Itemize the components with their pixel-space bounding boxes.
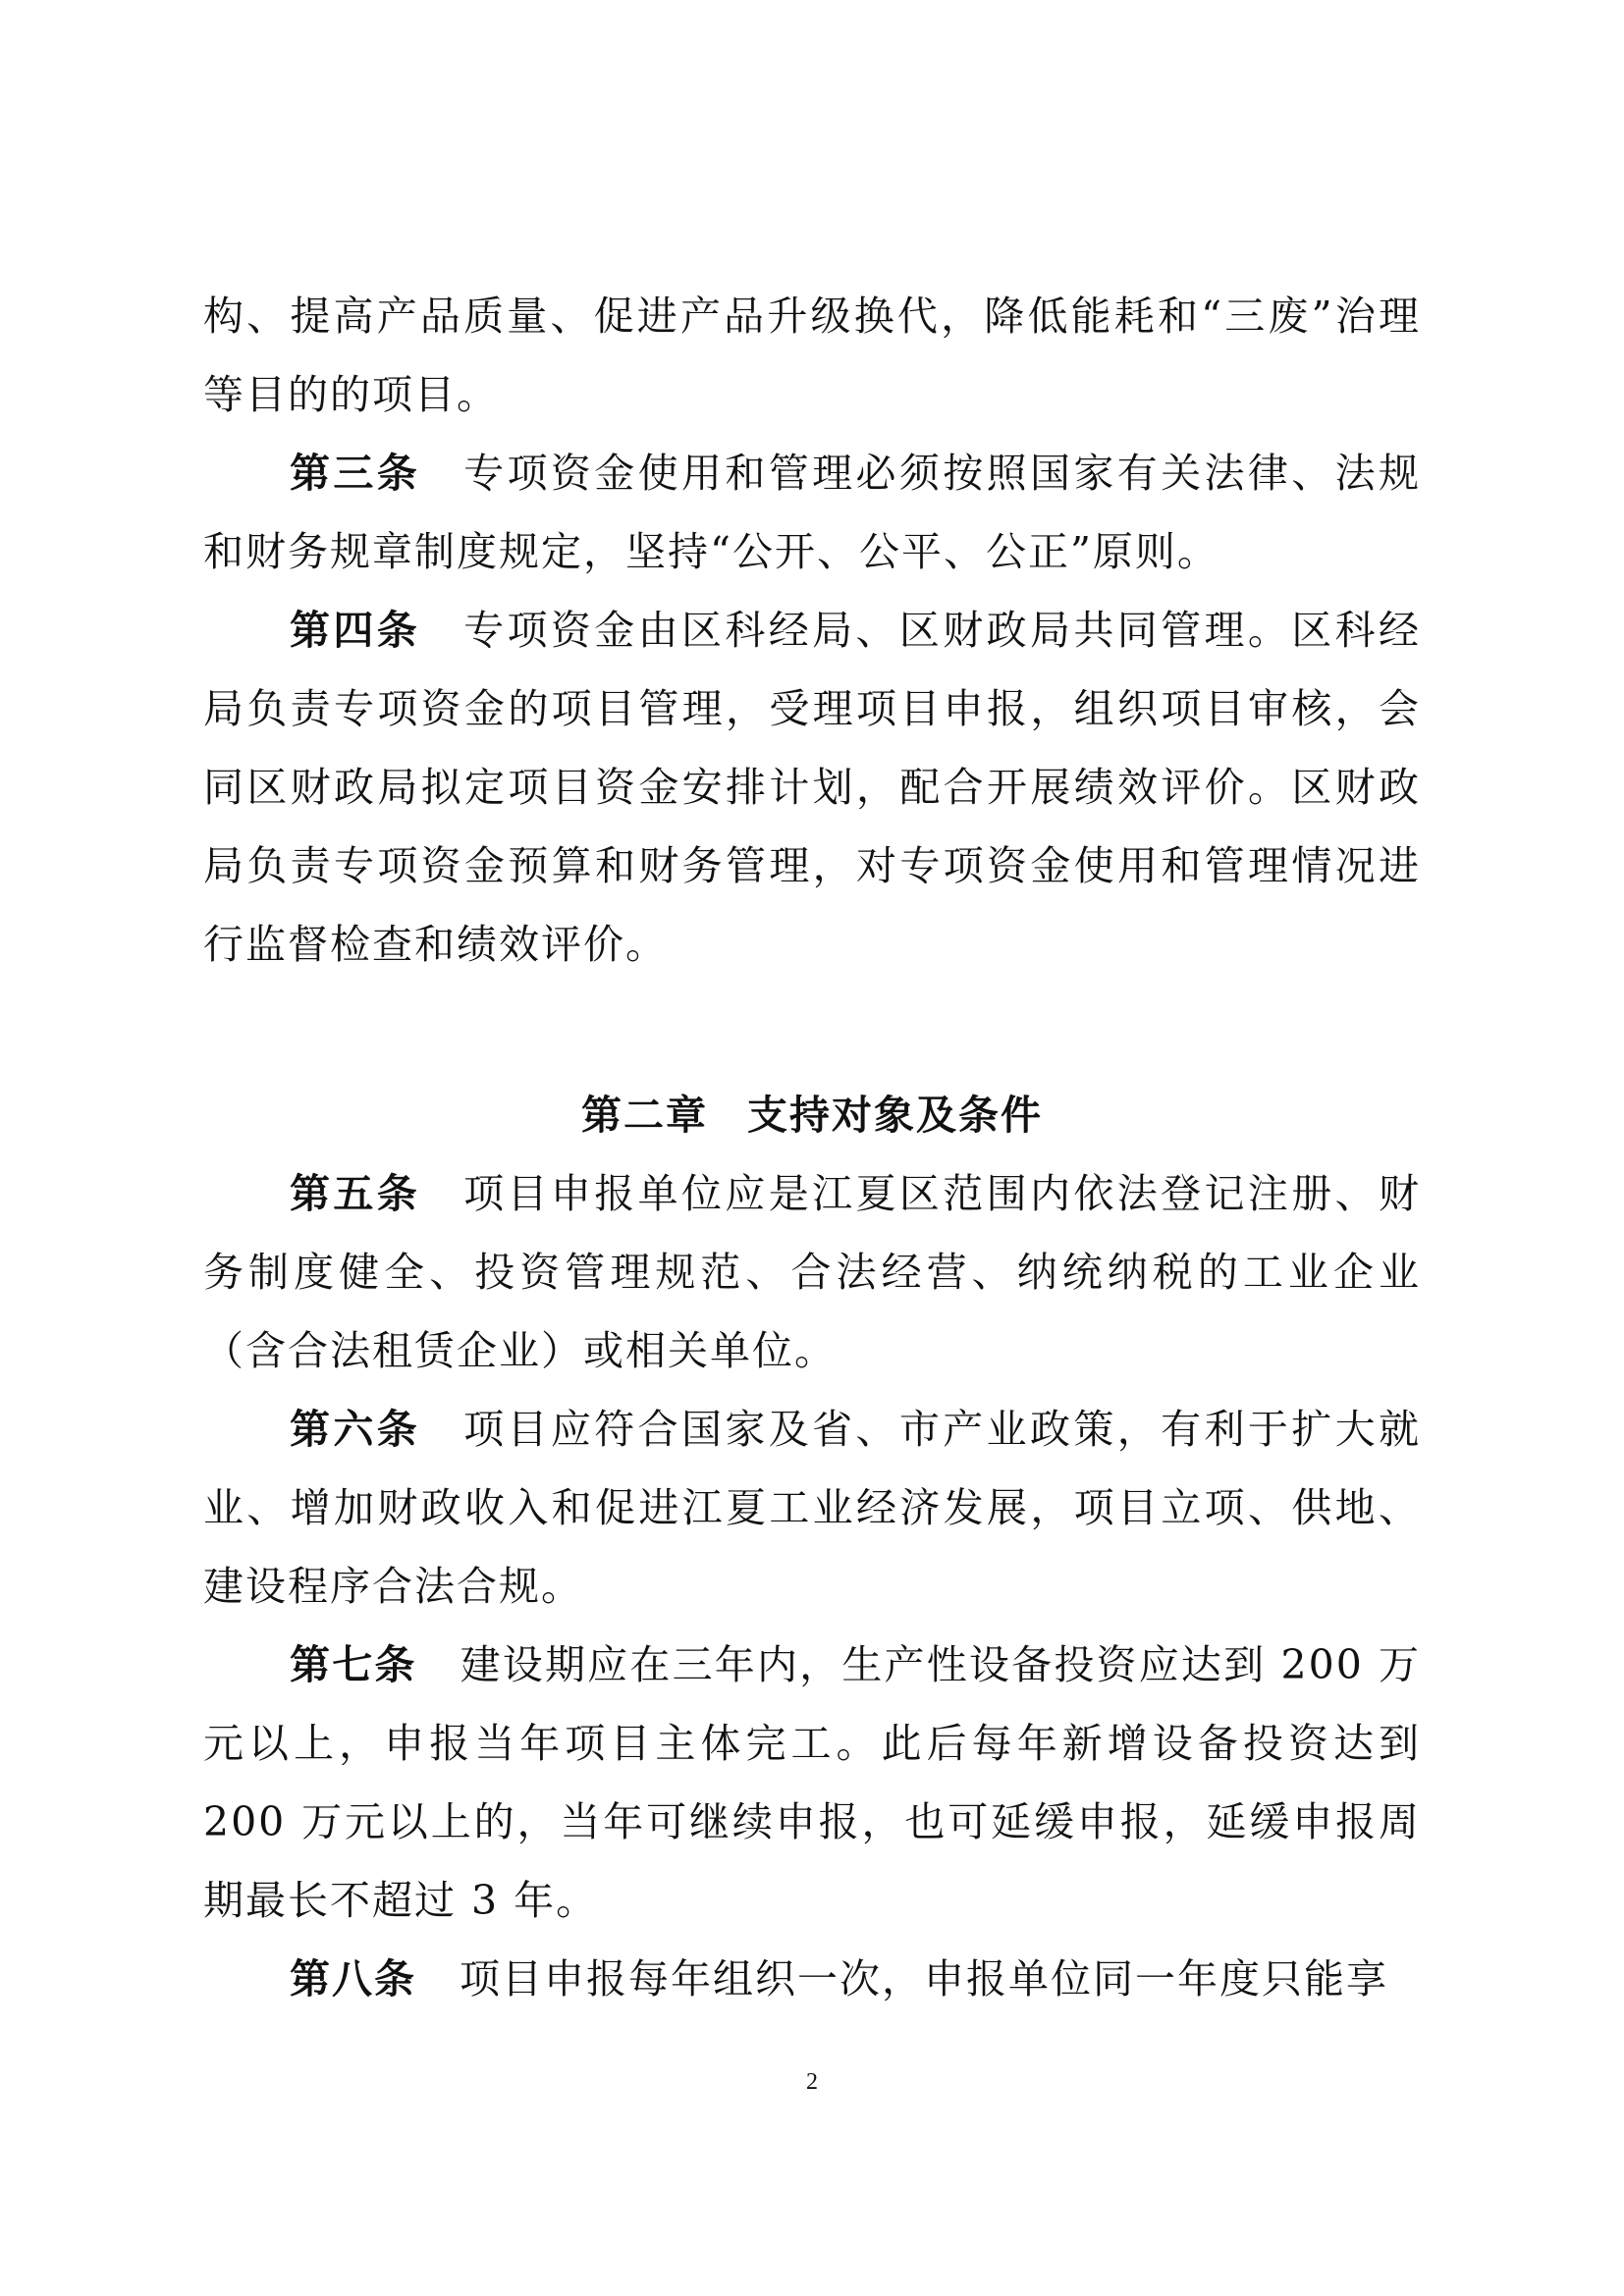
paragraph-article-5	[203, 1154, 1421, 1390]
paragraph-continuation	[203, 277, 1421, 434]
paragraph-text: 构、提高产品质量、促进产品升级换代，降低能耗和“三废”治理等目的的项目。	[203, 293, 1421, 418]
paragraph-article-6	[203, 1390, 1421, 1626]
document-body	[203, 277, 1421, 2018]
paragraph-article-3	[203, 434, 1421, 591]
paragraph-article-7	[203, 1626, 1421, 1940]
article-heading: 第七条	[290, 1641, 417, 1688]
article-heading: 第四条	[290, 607, 421, 654]
paragraph-text: 专项资金使用和管理必须按照国家有关法律、法规和财务规章制度规定，坚持“公开、公平、公正”原则。	[203, 450, 1421, 575]
paragraph-text: 建设期应在三年内，生产性设备投资应达到 200 万元以上，申报当年项目主体完工。此后每年新增设备投资达到 200 万元以上的，当年可继续申报，也可延缓申报，延缓申报周期最长不超过 3 年。	[203, 1641, 1422, 1924]
article-heading: 第三条	[290, 450, 421, 497]
paragraph-text: 项目申报单位应是江夏区范围内依法登记注册、财务制度健全、投资管理规范、合法经营、纳统纳税的工业企业（含合法租赁企业）或相关单位。	[203, 1170, 1421, 1374]
chapter-number: 第二章	[581, 1092, 708, 1139]
paragraph-text: 项目申报每年组织一次，申报单位同一年度只能享	[460, 1955, 1388, 2002]
paragraph-article-4	[203, 591, 1421, 984]
article-heading: 第六条	[290, 1406, 421, 1453]
page-number: 2	[806, 2069, 818, 2095]
paragraph-text: 专项资金由区科经局、区财政局共同管理。区科经局负责专项资金的项目管理，受理项目申报，组织项目审核，会同区财政局拟定项目资金安排计划，配合开展绩效评价。区财政局负责专项资金预算和财务管理，对专项资金使用和管理情况进行监督检查和绩效评价。	[203, 607, 1421, 968]
chapter-title: 支持对象及条件	[747, 1092, 1043, 1139]
paragraph-article-8	[203, 1940, 1421, 2018]
paragraph-text: 项目应符合国家及省、市产业政策，有利于扩大就业、增加财政收入和促进江夏工业经济发展，项目立项、供地、建设程序合法合规。	[203, 1406, 1421, 1610]
article-heading: 第五条	[290, 1170, 421, 1217]
chapter-heading	[203, 1076, 1421, 1154]
article-heading: 第八条	[290, 1955, 416, 2002]
